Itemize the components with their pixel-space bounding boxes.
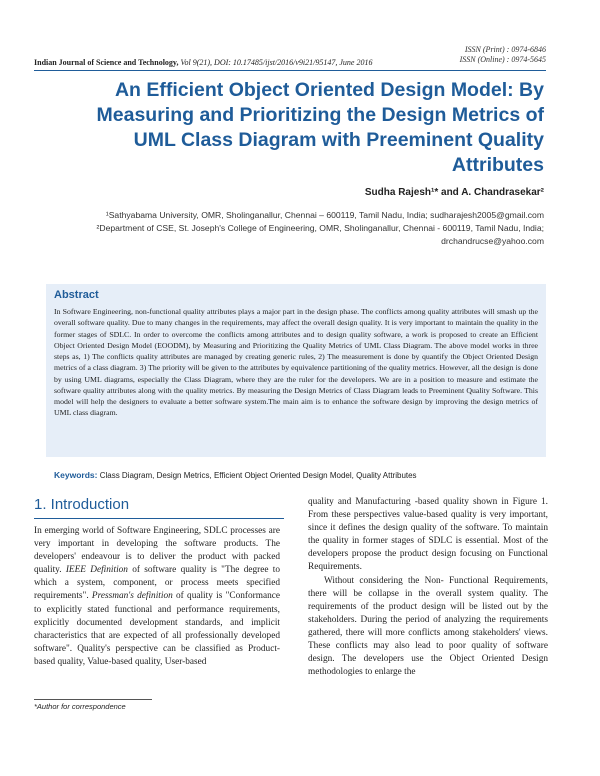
journal-name: Indian Journal of Science and Technology,	[34, 58, 179, 67]
journal-details: Vol 9(21), DOI: 10.17485/ijst/2016/v9i21/95147, June 2016	[178, 58, 373, 67]
affiliation-2-email: drchandrucse@yahoo.com	[441, 236, 544, 246]
intro-text-a: In emerging world of Software Engineering, SDLC processes are very important in developing the software products. The developers' endeavour is to deliver the product with packed quality.	[34, 526, 280, 576]
section-heading-introduction: 1. Introduction	[34, 496, 130, 513]
section-rule	[34, 518, 284, 519]
keywords-label: Keywords:	[54, 470, 98, 480]
pressman-definition: Pressman's definition	[91, 591, 173, 602]
intro-paragraph-3: Without considering the Non- Functional Requirements, there will be collapse in the overall system quality. The requirements of the product design will be listed out by the stakeholders. During the period of analyzing the requirements gathered, there will more conflicts among stakeholders' views. These conflicts may also lead to poor quality of software design. The developers use the Object Oriented Design methodologies to enlarge the	[308, 575, 548, 678]
intro-text-c: of quality is "Conformance to explicitly stated functional and performance requirements, explicitly documented development standards, and implicit characteristics that are expected of all professionally developed software". Quality's perspective can be classified as Product-based quality, Value-based quality, User-based	[34, 591, 280, 667]
ieee-definition: IEEE Definition	[65, 565, 128, 576]
intro-paragraph-1	[34, 525, 280, 669]
paper-title: An Efficient Object Oriented Design Model: By Measuring and Prioritizing the Design Metrics of UML Class Diagram with Preeminent Quality Attributes	[96, 79, 544, 176]
intro-paragraph-2: quality and Manufacturing -based quality shown in Figure 1. From these perspectives value-based quality is very important, since it defines the design quality of the software. To maintain the quality in former stages of SDLC is essential. Most of the developers propose the product design focusing on Functional Requirements.	[308, 497, 548, 573]
column-right	[308, 496, 548, 679]
abstract-heading: Abstract	[54, 289, 99, 301]
issn-print: ISSN (Print) : 0974-6846	[464, 45, 546, 54]
affiliation-2: ²Department of CSE, St. Joseph's College of Engineering, OMR, Sholinganallur, Chennai - 600119, Tamil Nadu, India;	[96, 223, 544, 233]
affiliations	[40, 209, 544, 248]
keywords	[54, 470, 546, 480]
footnote-rule	[34, 699, 152, 700]
author-list: Sudha Rajesh¹* and A. Chandrasekar²	[364, 187, 544, 198]
affiliation-1: ¹Sathyabama University, OMR, Sholinganallur, Chennai – 600119, Tamil Nadu, India; sudharajesh2005@gmail.com	[105, 210, 544, 220]
issn-block	[460, 45, 546, 65]
abstract-text: In Software Engineering, non-functional quality attributes plays a major part in the design phase. The conflicts among quality attributes will smash up the overall software quality. Due to many changes in the requirements, may affect the overall design quality. It is very important to maintain the quality in the former stages of SDLC. In order to overcome the conflicts among attributes and to design quality software, a work is proposed to create an Efficient Object Oriented Design Model (EOODM), by Measuring and Prioritizing the Quality Metrics of UML Class Diagram. The above model works in three steps as, 1) The conflicts quality attributes are managed by creating generic rules, 2) The measurement is done by quantify the Object Oriented Design metrics of a class diagram. 3) The priority will be given to the attributes by equivalence partitioning of the quality metrics. However, all the design is done by using UML diagrams, especially the Class Diagram, where they are the ruler for the developers. We are in a position to measure and estimate the software quality attributes along with the quality metrics. By measuring the Design Metrics of Class Diagram leads to Preeminent Quality Software. This model will help the designers to evaluate a better software system.The main aim is to enhance the software design by improving the design metrics of UML class diagram.	[54, 307, 538, 418]
header-rule	[34, 70, 546, 71]
keywords-list: Class Diagram, Design Metrics, Efficient Object Oriented Design Model, Quality Attributes	[97, 471, 417, 480]
journal-citation	[34, 58, 372, 67]
footnote: *Author for correspondence	[34, 702, 126, 711]
column-left	[34, 525, 280, 669]
intro-text-b: of software quality is "The degree to which a system, component, or process meets specified requirements".	[34, 565, 280, 602]
issn-online: ISSN (Online) : 0974-5645	[459, 55, 546, 64]
